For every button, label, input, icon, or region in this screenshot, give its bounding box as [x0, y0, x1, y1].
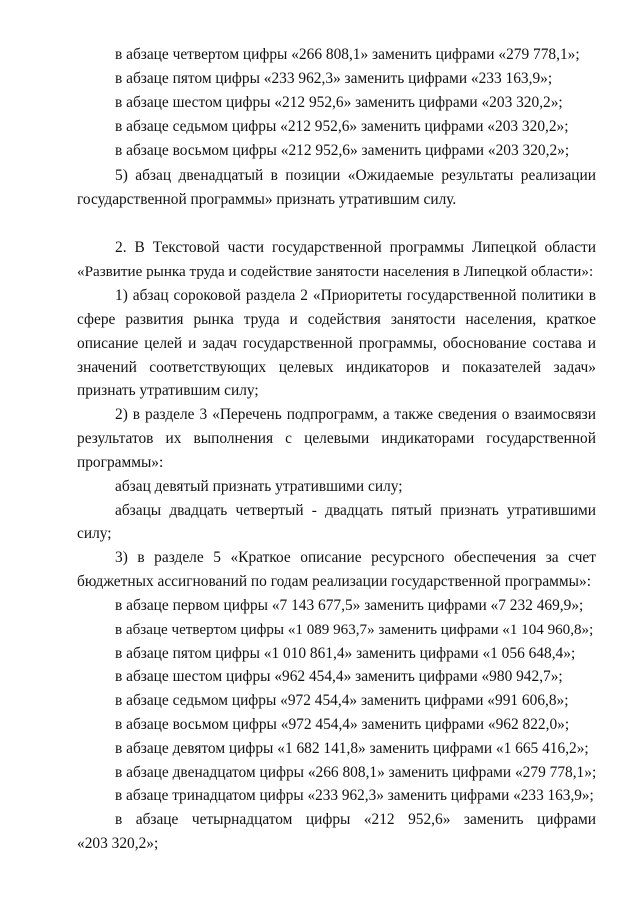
text-line: в абзаце четвертом цифры «1 089 963,7» заменить цифрами «1 104 960,8»; — [115, 622, 594, 638]
text-line: абзац девятый признать утратившими силу; — [115, 478, 403, 495]
text-line: в абзаце седьмом цифры «212 952,6» заменить цифрами «203 320,2»; — [115, 118, 569, 135]
text-line: «Развитие рынка труда и содействие занятости населения в Липецкой области»: — [77, 264, 594, 280]
text-line: программы»: — [77, 454, 164, 471]
text-line: в абзаце седьмом цифры «972 454,4» заменить цифрами «991 606,8»; — [115, 692, 569, 709]
text-line: 1) абзац сороковой раздела 2 «Приоритеты государственной политики в — [115, 287, 596, 304]
text-line: «203 320,2»; — [77, 835, 159, 852]
text-line: в абзаце четвертом цифры «266 808,1» заменить цифрами «279 778,1»; — [115, 46, 580, 63]
text-line: значений соответствующих целевых индикаторов и показателей задач» — [77, 359, 596, 376]
text-line: 3) в разделе 5 «Краткое описание ресурсного обеспечения за счет — [115, 549, 596, 566]
text-line: описание целей и задач государственной программы, обоснование состава и — [77, 335, 596, 352]
section-heading: 2. В Текстовой части государственной программы Липецкой области — [115, 239, 596, 256]
text-line: в абзаце восьмом цифры «972 454,4» заменить цифрами «962 822,0»; — [115, 716, 570, 733]
text-line: силу; — [77, 525, 112, 542]
text-line: в абзаце шестом цифры «962 454,4» заменить цифрами «980 942,7»; — [115, 668, 563, 685]
text-line: бюджетных ассигнований по годам реализации государственной программы»: — [77, 573, 591, 590]
text-line: 2) в разделе 3 «Перечень подпрограмм, а также сведения о взаимосвязи — [115, 406, 596, 423]
text-line: признать утратившим силу; — [77, 382, 259, 399]
text-line: 5) абзац двенадцатый в позиции «Ожидаемые результаты реализации — [115, 167, 596, 184]
text-line: сфере развития рынка труда и содействия занятости населения, краткое — [77, 311, 596, 328]
text-line: в абзаце шестом цифры «212 952,6» заменить цифрами «203 320,2»; — [115, 94, 563, 111]
text-line: в абзаце пятом цифры «233 962,3» заменить цифрами «233 163,9»; — [115, 70, 553, 87]
text-line: государственной программы» признать утратившим силу. — [77, 191, 457, 208]
text-line: в абзаце четырнадцатом цифры «212 952,6» заменить цифрами — [115, 811, 596, 828]
text-line: в абзаце двенадцатом цифры «266 808,1» заменить цифрами «279 778,1»; — [115, 764, 597, 781]
text-line: в абзаце первом цифры «7 143 677,5» заменить цифрами «7 232 469,9»; — [115, 597, 584, 614]
text-line: абзацы двадцать четвертый - двадцать пятый признать утратившими — [115, 502, 596, 519]
text-line: в абзаце тринадцатом цифры «233 962,3» заменить цифрами «233 163,9»; — [115, 787, 594, 804]
text-line: в абзаце восьмом цифры «212 952,6» заменить цифрами «203 320,2»; — [115, 142, 570, 159]
text-line: результатов их выполнения с целевыми индикаторами государственной — [77, 430, 596, 447]
text-line: в абзаце девятом цифры «1 682 141,8» заменить цифрами «1 665 416,2»; — [115, 740, 589, 757]
text-line: в абзаце пятом цифры «1 010 861,4» заменить цифрами «1 056 648,4»; — [115, 645, 576, 662]
